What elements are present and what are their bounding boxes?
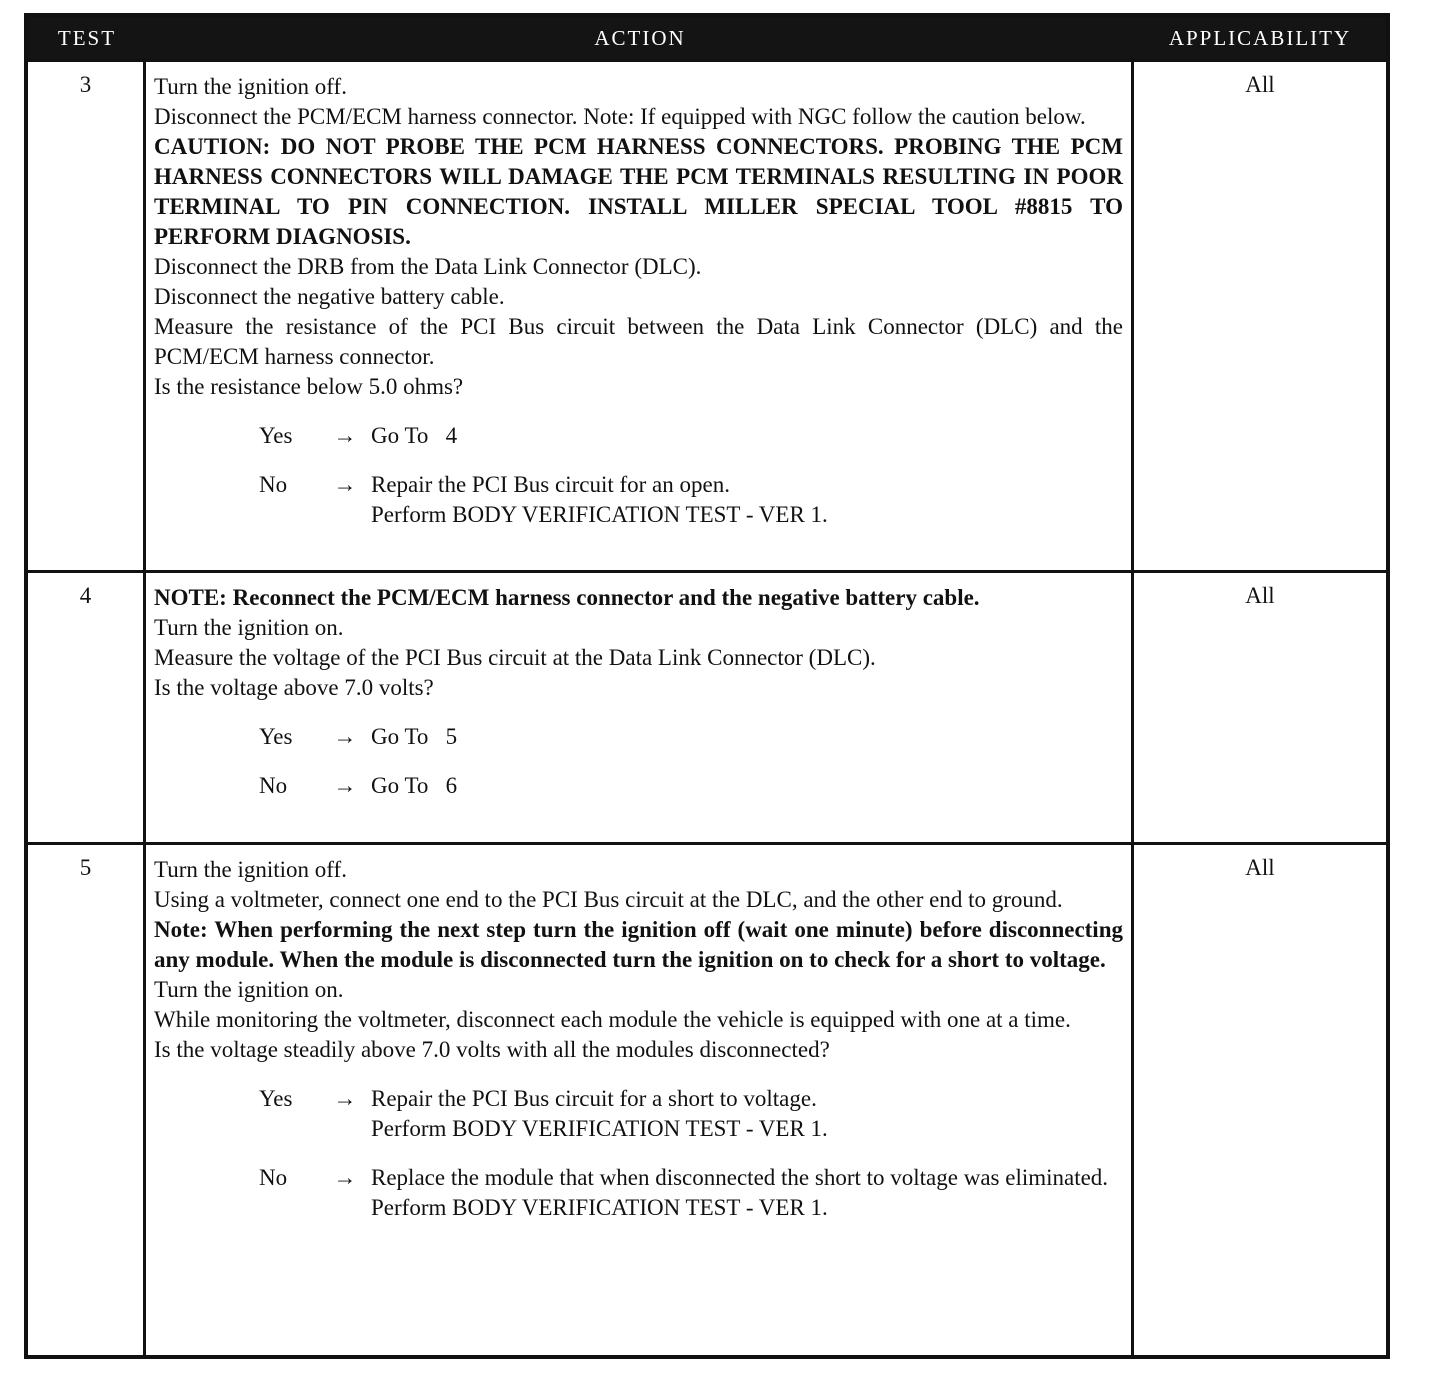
arrow-icon: →	[333, 423, 357, 448]
action-question: Is the voltage above 7.0 volts?	[154, 675, 434, 700]
arrow-icon: →	[333, 724, 357, 749]
action-line: Turn the ignition off.	[154, 74, 347, 99]
no-option	[154, 1163, 1123, 1223]
header-test: TEST	[57, 25, 117, 50]
test-number: 5	[28, 845, 146, 1355]
action-line: Measure the voltage of the PCI Bus circuit at the Data Link Connector (DLC).	[154, 645, 876, 670]
no-result-line: Perform BODY VERIFICATION TEST - VER 1.	[371, 1195, 828, 1220]
no-option	[154, 470, 1123, 530]
yes-label: Yes	[259, 423, 293, 448]
action-cell	[146, 573, 1134, 842]
yes-result	[371, 1084, 1123, 1144]
action-line: Turn the ignition on.	[154, 615, 344, 640]
applicability-cell: All	[1245, 583, 1275, 608]
no-result-line: Repair the PCI Bus circuit for an open.	[371, 472, 730, 497]
yes-result: Go To 4	[371, 423, 458, 448]
table-row	[28, 59, 1386, 570]
arrow-icon: →	[333, 1165, 357, 1190]
action-question: Is the resistance below 5.0 ohms?	[154, 374, 464, 399]
action-cell	[146, 845, 1134, 1355]
arrow-icon: →	[333, 472, 357, 497]
action-question: Is the voltage steadily above 7.0 volts with all the modules disconnected?	[154, 1037, 830, 1062]
table-row	[28, 570, 1386, 842]
action-line: Disconnect the PCM/ECM harness connector. Note: If equipped with NGC follow the caution below.	[154, 104, 1086, 129]
applicability-cell: All	[1245, 855, 1275, 880]
caution-text: CAUTION: DO NOT PROBE THE PCM HARNESS CONNECTORS. PROBING THE PCM HARNESS CONNECTORS WILL DAMAGE THE PCM TERMINALS RESULTING IN POOR TERMINAL TO PIN CONNECTION. INSTALL MILLER SPECIAL TOOL #8815 TO PERFORM DIAGNOSIS.	[154, 134, 1123, 249]
diagnostic-table	[24, 13, 1390, 1359]
no-label: No	[259, 1165, 288, 1190]
yes-label: Yes	[259, 724, 293, 749]
action-line: Turn the ignition off.	[154, 857, 347, 882]
yes-result-line: Perform BODY VERIFICATION TEST - VER 1.	[371, 1116, 828, 1141]
table-header	[28, 17, 1386, 59]
header-applicability: APPLICABILITY	[1168, 25, 1352, 50]
yes-option	[154, 421, 1123, 451]
header-action: ACTION	[594, 25, 686, 50]
no-result	[371, 1163, 1123, 1223]
arrow-icon: →	[333, 1086, 357, 1111]
no-result-line: Perform BODY VERIFICATION TEST - VER 1.	[371, 502, 828, 527]
action-line: Measure the resistance of the PCI Bus circuit between the Data Link Connector (DLC) and the PCM/ECM harness connector.	[154, 314, 1123, 369]
yes-result: Go To 5	[371, 724, 458, 749]
no-result: Go To 6	[371, 773, 458, 798]
no-result-line: Replace the module that when disconnected the short to voltage was eliminated.	[371, 1165, 1109, 1190]
table-row	[28, 842, 1386, 1355]
action-line: Disconnect the DRB from the Data Link Connector (DLC).	[154, 254, 702, 279]
action-line: Turn the ignition on.	[154, 977, 344, 1002]
action-line: While monitoring the voltmeter, disconnect each module the vehicle is equipped with one at a time.	[154, 1007, 1071, 1032]
yes-option	[154, 1084, 1123, 1144]
action-cell	[146, 62, 1134, 570]
note-text: Note: When performing the next step turn the ignition off (wait one minute) before disconnecting any module. When the module is disconnected turn the ignition on to check for a short to voltage.	[154, 917, 1123, 972]
action-line: Using a voltmeter, connect one end to the PCI Bus circuit at the DLC, and the other end to ground.	[154, 887, 1063, 912]
arrow-icon: →	[333, 773, 357, 798]
no-label: No	[259, 472, 288, 497]
action-line: Disconnect the negative battery cable.	[154, 284, 505, 309]
test-number: 4	[28, 573, 146, 842]
yes-option	[154, 722, 1123, 752]
note-text: NOTE: Reconnect the PCM/ECM harness connector and the negative battery cable.	[154, 585, 980, 610]
yes-label: Yes	[259, 1086, 293, 1111]
test-number: 3	[28, 62, 146, 570]
yes-result-line: Repair the PCI Bus circuit for a short to voltage.	[371, 1086, 817, 1111]
no-label: No	[259, 773, 288, 798]
applicability-cell: All	[1245, 72, 1275, 97]
no-result	[371, 470, 1123, 530]
no-option	[154, 771, 1123, 801]
